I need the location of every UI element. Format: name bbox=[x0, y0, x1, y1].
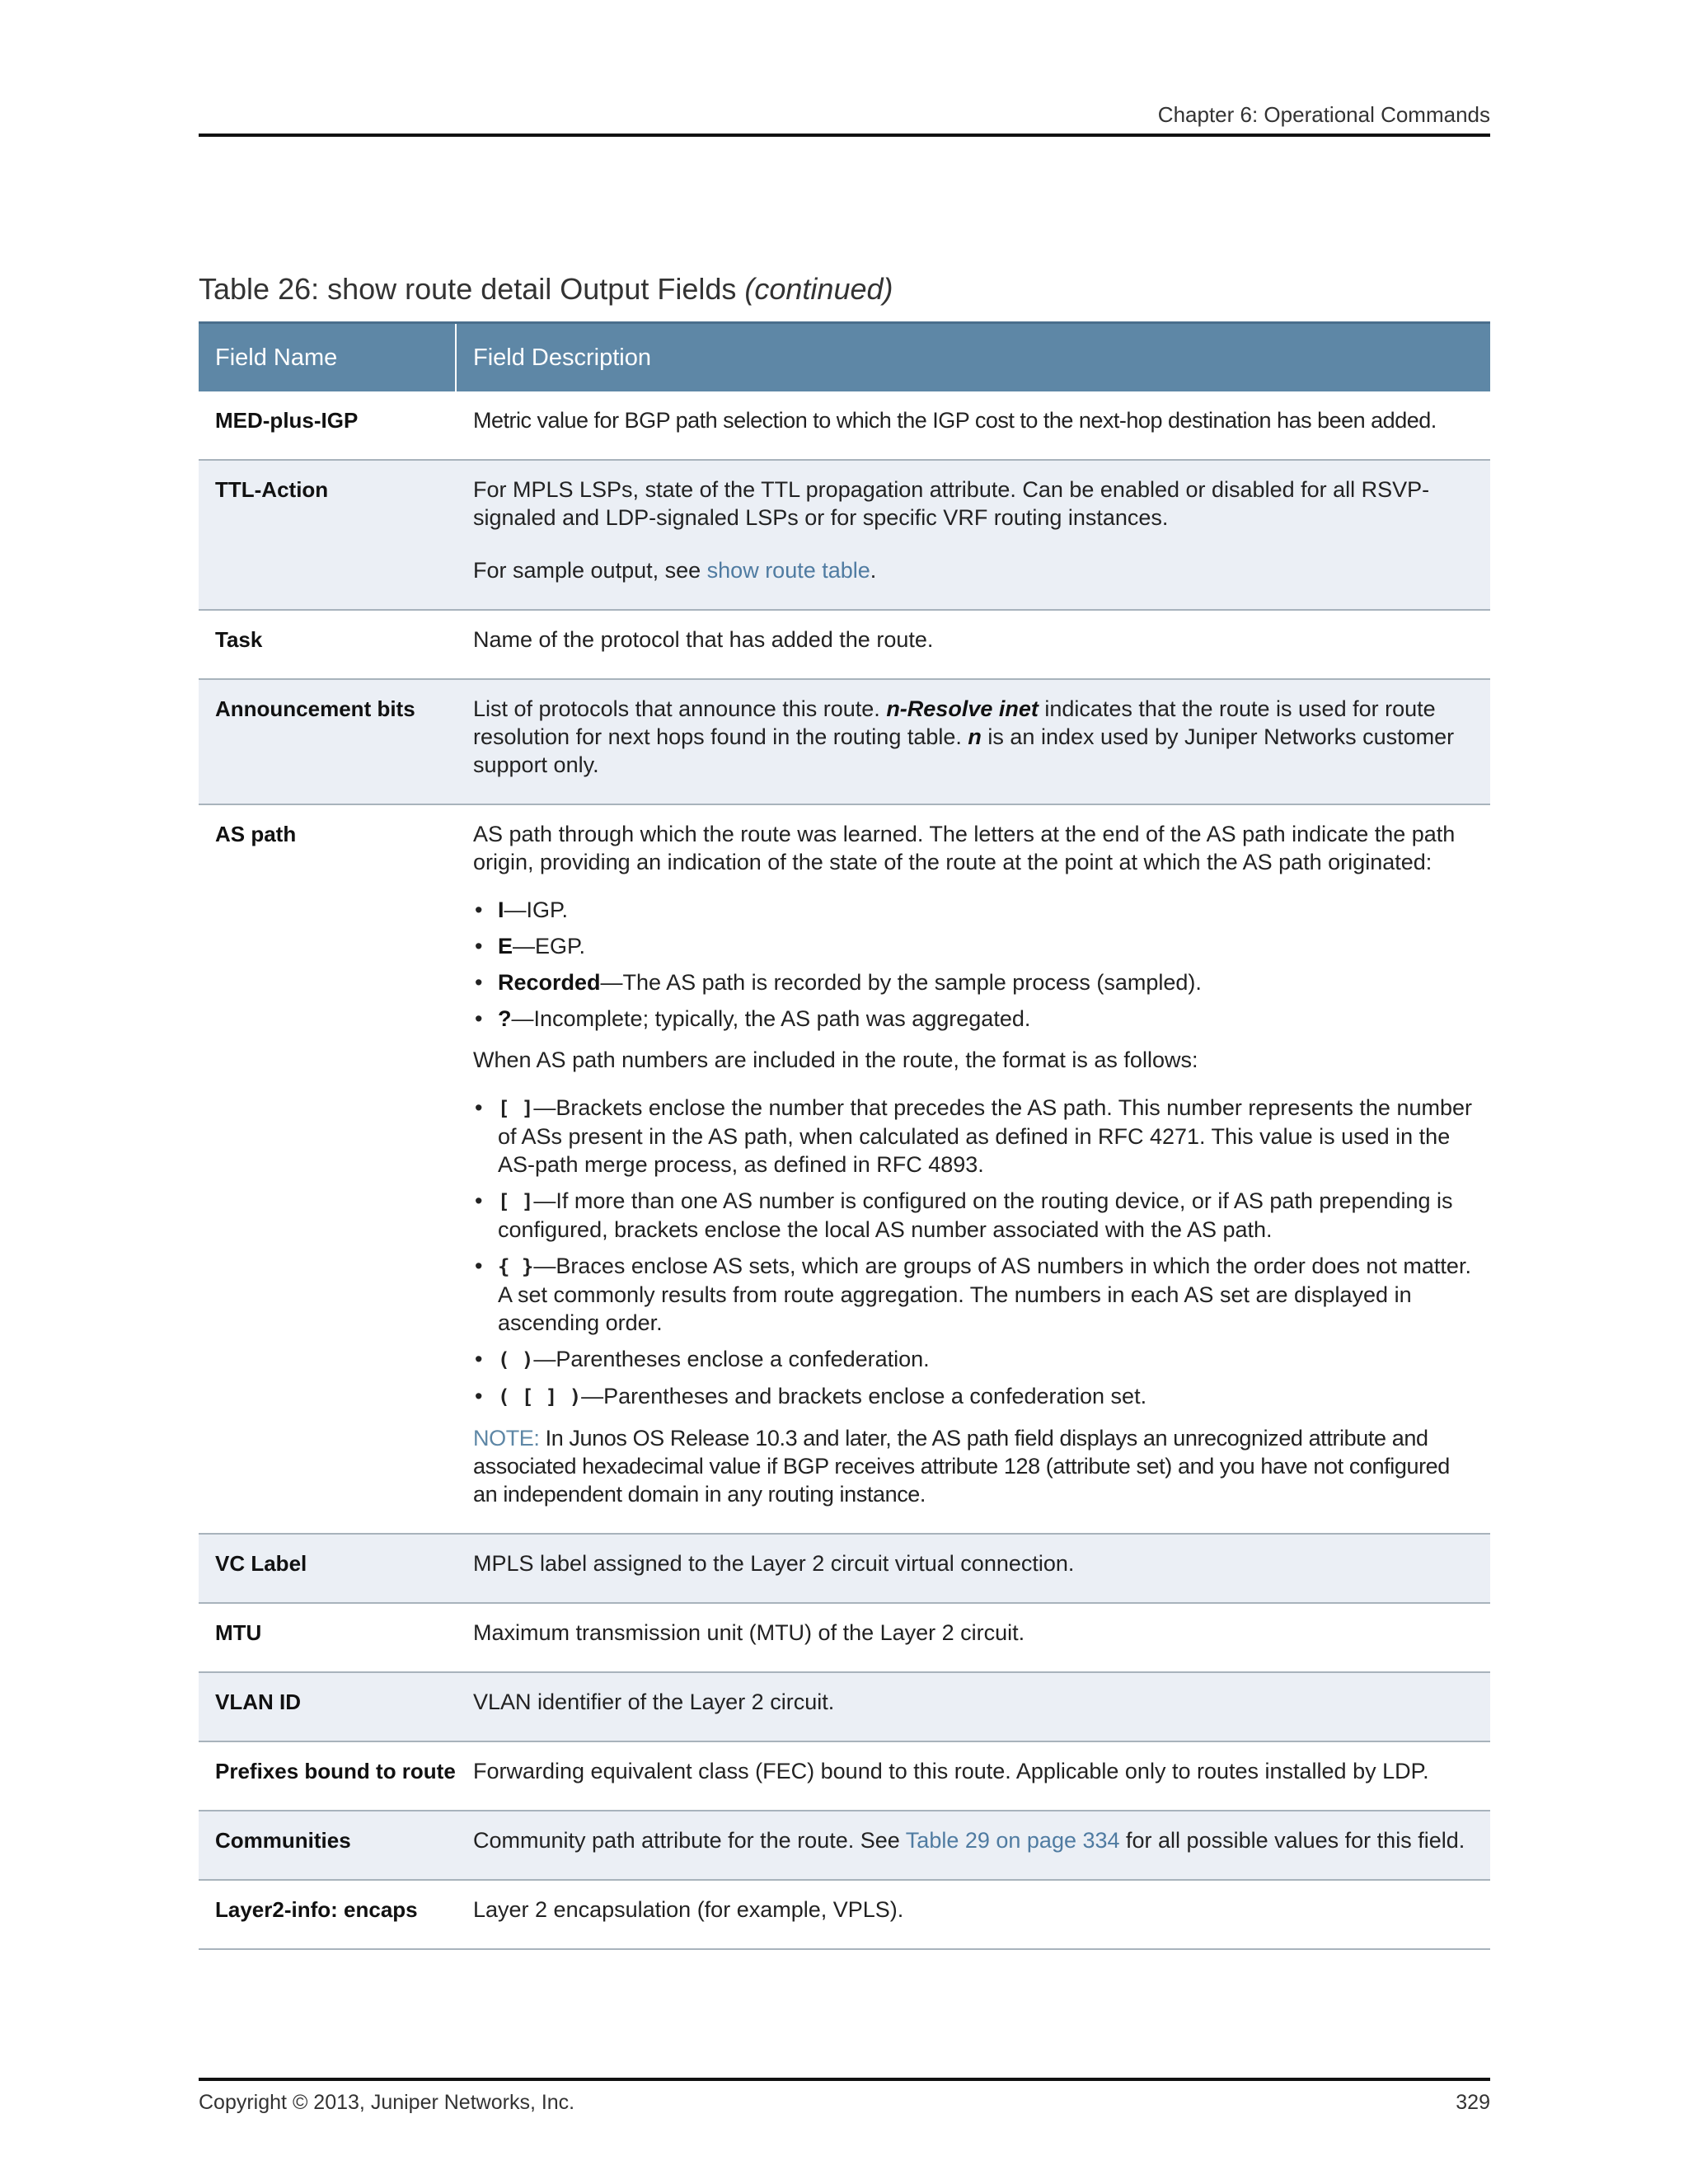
description-text bbox=[473, 1826, 1479, 1854]
text-segment: for all possible values for this field. bbox=[1119, 1828, 1465, 1853]
copyright-notice: Copyright © 2013, Juniper Networks, Inc. bbox=[199, 2091, 575, 2114]
field-description bbox=[457, 1742, 1490, 1810]
format-text: —Braces enclose AS sets, which are groups of AS numbers in which the order does not matter. A set commonly results from route aggregation. The numbers in each AS set are displayed in ascending order. bbox=[498, 1254, 1471, 1335]
table-row bbox=[199, 805, 1490, 1535]
table-title: Table 26: show route detail Output Fields bbox=[199, 272, 745, 306]
show-route-table-link[interactable]: show route table bbox=[706, 558, 870, 583]
text-segment: indicates that the route is used for route resolution for next hops found in the routing table. bbox=[473, 696, 1436, 749]
note-label: NOTE: bbox=[473, 1426, 540, 1451]
description-text: Layer 2 encapsulation (for example, VPLS). bbox=[473, 1897, 904, 1922]
description-text: Metric value for BGP path selection to which the IGP cost to the next-hop destination has been added. bbox=[473, 408, 1437, 433]
field-description bbox=[457, 1604, 1490, 1671]
resolve-inet-term: n-Resolve inet bbox=[886, 696, 1039, 721]
format-text: —If more than one AS number is configured on the routing device, or if AS path prepending is configured, brackets enclose the local AS number associated with the AS path. bbox=[498, 1188, 1453, 1242]
field-name: TTL-Action bbox=[215, 477, 329, 502]
table-row bbox=[199, 391, 1490, 461]
field-name: MTU bbox=[215, 1620, 262, 1645]
description-text: MPLS label assigned to the Layer 2 circuit virtual connection. bbox=[473, 1551, 1075, 1576]
field-description bbox=[457, 461, 1490, 609]
note-body: In Junos OS Release 10.3 and later, the AS path field displays an unrecognized attribute and associated hexadecimal value if BGP receives attribute 128 (attribute set) and you have not configured an independent domain in any routing instance. bbox=[473, 1426, 1450, 1507]
origin-key: Recorded bbox=[498, 970, 601, 995]
list-item bbox=[473, 1187, 1479, 1244]
note-text bbox=[473, 1424, 1479, 1508]
origin-list bbox=[473, 896, 1479, 1033]
list-item bbox=[473, 1005, 1479, 1033]
list-item bbox=[473, 932, 1479, 960]
description-text: AS path through which the route was learned. The letters at the end of the AS path indicate the path origin, providing an indication of the state of the route at the point at which the AS path originated: bbox=[473, 822, 1456, 874]
field-description bbox=[457, 611, 1490, 678]
format-key: ( ) bbox=[498, 1348, 534, 1371]
field-description bbox=[457, 1673, 1490, 1741]
description-text: Maximum transmission unit (MTU) of the Layer 2 circuit. bbox=[473, 1620, 1025, 1645]
field-name: Announcement bits bbox=[215, 696, 415, 721]
table-row bbox=[199, 461, 1490, 611]
index-term: n bbox=[968, 724, 982, 749]
field-name: Layer2-info: encaps bbox=[215, 1897, 418, 1922]
origin-key: ? bbox=[498, 1006, 512, 1031]
field-name: MED-plus-IGP bbox=[215, 408, 359, 433]
column-header-field-description: Field Description bbox=[473, 344, 651, 371]
field-description bbox=[457, 1535, 1490, 1602]
field-name: Prefixes bound to route bbox=[215, 1759, 456, 1783]
origin-key: I bbox=[498, 898, 504, 922]
sample-suffix: . bbox=[870, 558, 877, 583]
table-row bbox=[199, 680, 1490, 805]
table-29-link[interactable]: Table 29 on page 334 bbox=[905, 1828, 1120, 1853]
text-segment: Community path attribute for the route. See bbox=[473, 1828, 906, 1853]
page-header bbox=[199, 99, 1490, 137]
origin-text: —The AS path is recorded by the sample process (sampled). bbox=[600, 970, 1202, 995]
format-text: —Parentheses enclose a confederation. bbox=[533, 1347, 930, 1371]
field-description bbox=[457, 391, 1490, 459]
description-text: VLAN identifier of the Layer 2 circuit. bbox=[473, 1690, 835, 1714]
table-row bbox=[199, 1742, 1490, 1811]
origin-text: —EGP. bbox=[513, 934, 586, 958]
field-name: Communities bbox=[215, 1828, 351, 1853]
list-item bbox=[473, 1345, 1479, 1374]
sample-output-text bbox=[473, 556, 1479, 584]
origin-text: —Incomplete; typically, the AS path was aggregated. bbox=[511, 1006, 1031, 1031]
output-fields-table bbox=[199, 321, 1490, 1950]
list-item bbox=[473, 1382, 1479, 1411]
format-key: [ ] bbox=[498, 1190, 534, 1213]
list-item bbox=[473, 968, 1479, 996]
column-header-field-name: Field Name bbox=[199, 324, 457, 391]
table-row bbox=[199, 1811, 1490, 1881]
description-text bbox=[473, 695, 1479, 779]
format-key: [ ] bbox=[498, 1097, 534, 1120]
field-description bbox=[457, 805, 1490, 1533]
description-text: For MPLS LSPs, state of the TTL propagation attribute. Can be enabled or disabled for all RSVP-signaled and LDP-signaled LSPs or for specific VRF routing instances. bbox=[473, 477, 1430, 530]
table-row bbox=[199, 1535, 1490, 1604]
description-text: Name of the protocol that has added the route. bbox=[473, 627, 934, 652]
sample-prefix: For sample output, see bbox=[473, 558, 707, 583]
field-name: VLAN ID bbox=[215, 1690, 301, 1714]
format-intro-text: When AS path numbers are included in the route, the format is as follows: bbox=[473, 1047, 1198, 1072]
page-footer bbox=[199, 2078, 1490, 2114]
field-name: Task bbox=[215, 627, 263, 652]
field-name: VC Label bbox=[215, 1551, 307, 1576]
list-item bbox=[473, 1094, 1479, 1179]
format-text: —Parentheses and brackets enclose a confederation set. bbox=[581, 1384, 1147, 1408]
text-segment: List of protocols that announce this route. bbox=[473, 696, 887, 721]
text-segment: is an index used by Juniper Networks customer support only. bbox=[473, 724, 1455, 777]
format-key: { } bbox=[498, 1255, 534, 1278]
description-text: Forwarding equivalent class (FEC) bound to this route. Applicable only to routes installed by LDP. bbox=[473, 1759, 1429, 1783]
continued-label: (continued) bbox=[744, 272, 893, 306]
table-header-row bbox=[199, 324, 1490, 391]
list-item bbox=[473, 896, 1479, 924]
origin-key: E bbox=[498, 934, 513, 958]
chapter-title: Chapter 6: Operational Commands bbox=[1157, 102, 1490, 127]
table-row bbox=[199, 1881, 1490, 1950]
format-key: ( [ ] ) bbox=[498, 1385, 582, 1408]
field-description bbox=[457, 680, 1490, 804]
format-list bbox=[473, 1094, 1479, 1411]
field-name: AS path bbox=[215, 822, 297, 846]
origin-text: —IGP. bbox=[504, 898, 569, 922]
list-item bbox=[473, 1252, 1479, 1337]
table-row bbox=[199, 1673, 1490, 1742]
page-number: 329 bbox=[1456, 2091, 1490, 2114]
table-caption bbox=[199, 272, 893, 307]
table-row bbox=[199, 1604, 1490, 1673]
field-description bbox=[457, 1811, 1490, 1879]
field-description bbox=[457, 1881, 1490, 1948]
table-row bbox=[199, 611, 1490, 680]
format-text: —Brackets enclose the number that precedes the AS path. This number represents the number of ASs present in the AS path, when calculated as defined in RFC 4271. This value is used in the AS-path merge process, as defined in RFC 4893. bbox=[498, 1095, 1472, 1177]
